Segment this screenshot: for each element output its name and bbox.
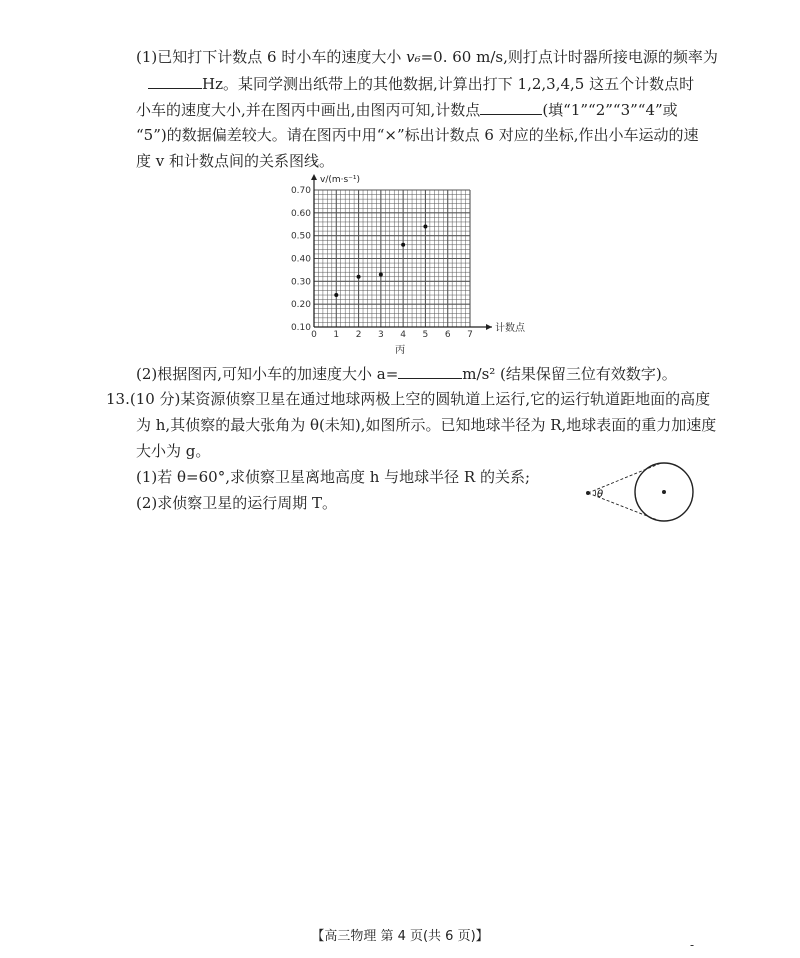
x-tick-label: 1 <box>333 330 340 340</box>
velocity-chart <box>280 168 525 360</box>
x-tick-label: 6 <box>444 330 451 340</box>
x-axis-label: 计数点 <box>495 323 525 334</box>
x-axis-arrow <box>486 324 492 330</box>
page-footer: 【高三物理 第 4 页(共 6 页)】 <box>311 929 489 944</box>
y-tick-label: 0.50 <box>290 231 311 242</box>
y-tick-label: 0.40 <box>290 254 311 265</box>
x-tick-label: 5 <box>422 330 429 340</box>
text: =0. 60 m/s,则打点计时器所接电源的频率为 <box>420 48 718 66</box>
text: (填“1”“2”“3”“4”或 <box>542 101 678 119</box>
x-tick-label: 3 <box>377 330 384 340</box>
x-tick-label: 4 <box>400 330 407 340</box>
earth-center-dot <box>662 490 666 494</box>
q13-line1: 13.(10 分)某资源侦察卫星在通过地球两极上空的圆轨道上运行,它的运行轨道距地面的高度 <box>106 390 711 408</box>
text: Hz。某同学测出纸带上的其他数据,计算出打下 1,2,3,4,5 这五个计数点时 <box>202 75 695 93</box>
angle-arc <box>595 490 596 496</box>
y-tick-label: 0.70 <box>290 186 311 196</box>
text: (2)根据图丙,可知小车的加速度大小 a= <box>136 365 399 383</box>
x-tick-label: 2 <box>355 330 362 340</box>
q12-part1-line2 <box>148 72 694 95</box>
y-axis-label: v/(m·s⁻¹) <box>320 175 361 185</box>
satellite-diagram <box>582 460 702 526</box>
answer-blank-acceleration[interactable] <box>398 362 462 379</box>
x-tick-label: 0 <box>311 330 317 340</box>
v6-symbol: v₆ <box>406 48 421 66</box>
text: m/s² (结果保留三位有效数字)。 <box>462 365 677 383</box>
q13-sub2: (2)求侦察卫星的运行周期 T。 <box>136 494 338 512</box>
y-tick-label: 0.10 <box>290 323 311 333</box>
data-point <box>334 293 338 297</box>
q13-line2: 为 h,其侦察的最大张角为 θ(未知),如图所示。已知地球半径为 R,地球表面的重力加速度 <box>136 416 717 434</box>
q12-part2 <box>136 362 677 385</box>
answer-blank-frequency[interactable] <box>148 72 202 89</box>
corner-mark: - <box>690 938 695 952</box>
q13-sub1: (1)若 θ=60°,求侦察卫星离地高度 h 与地球半径 R 的关系; <box>136 468 531 486</box>
y-tick-label: 0.20 <box>290 300 311 311</box>
q13-line3: 大小为 g。 <box>136 442 211 460</box>
y-tick-label: 0.30 <box>290 277 311 288</box>
data-point <box>379 272 383 276</box>
text: (1)已知打下计数点 6 时小车的速度大小 <box>136 48 407 66</box>
theta-label: θ <box>597 489 604 500</box>
q12-part1-line3 <box>136 98 678 121</box>
x-tick-label: 7 <box>467 330 473 340</box>
satellite-dot <box>586 491 590 495</box>
chart-caption: 丙 <box>395 345 406 356</box>
text: 小车的速度大小,并在图丙中画出,由图丙可知,计数点 <box>136 101 481 119</box>
q12-part1-line4: “5”)的数据偏差较大。请在图丙中用“×”标出计数点 6 对应的坐标,作出小车运动的速 <box>136 126 699 144</box>
y-axis-arrow <box>311 174 317 180</box>
q12-part1-line5: 度 v 和计数点间的关系图线。 <box>136 152 335 170</box>
q12-part1-line1 <box>136 46 718 68</box>
data-point <box>423 225 427 229</box>
data-point <box>357 275 361 279</box>
answer-blank-point[interactable] <box>480 98 542 115</box>
y-tick-label: 0.60 <box>290 208 311 219</box>
data-point <box>401 243 405 247</box>
